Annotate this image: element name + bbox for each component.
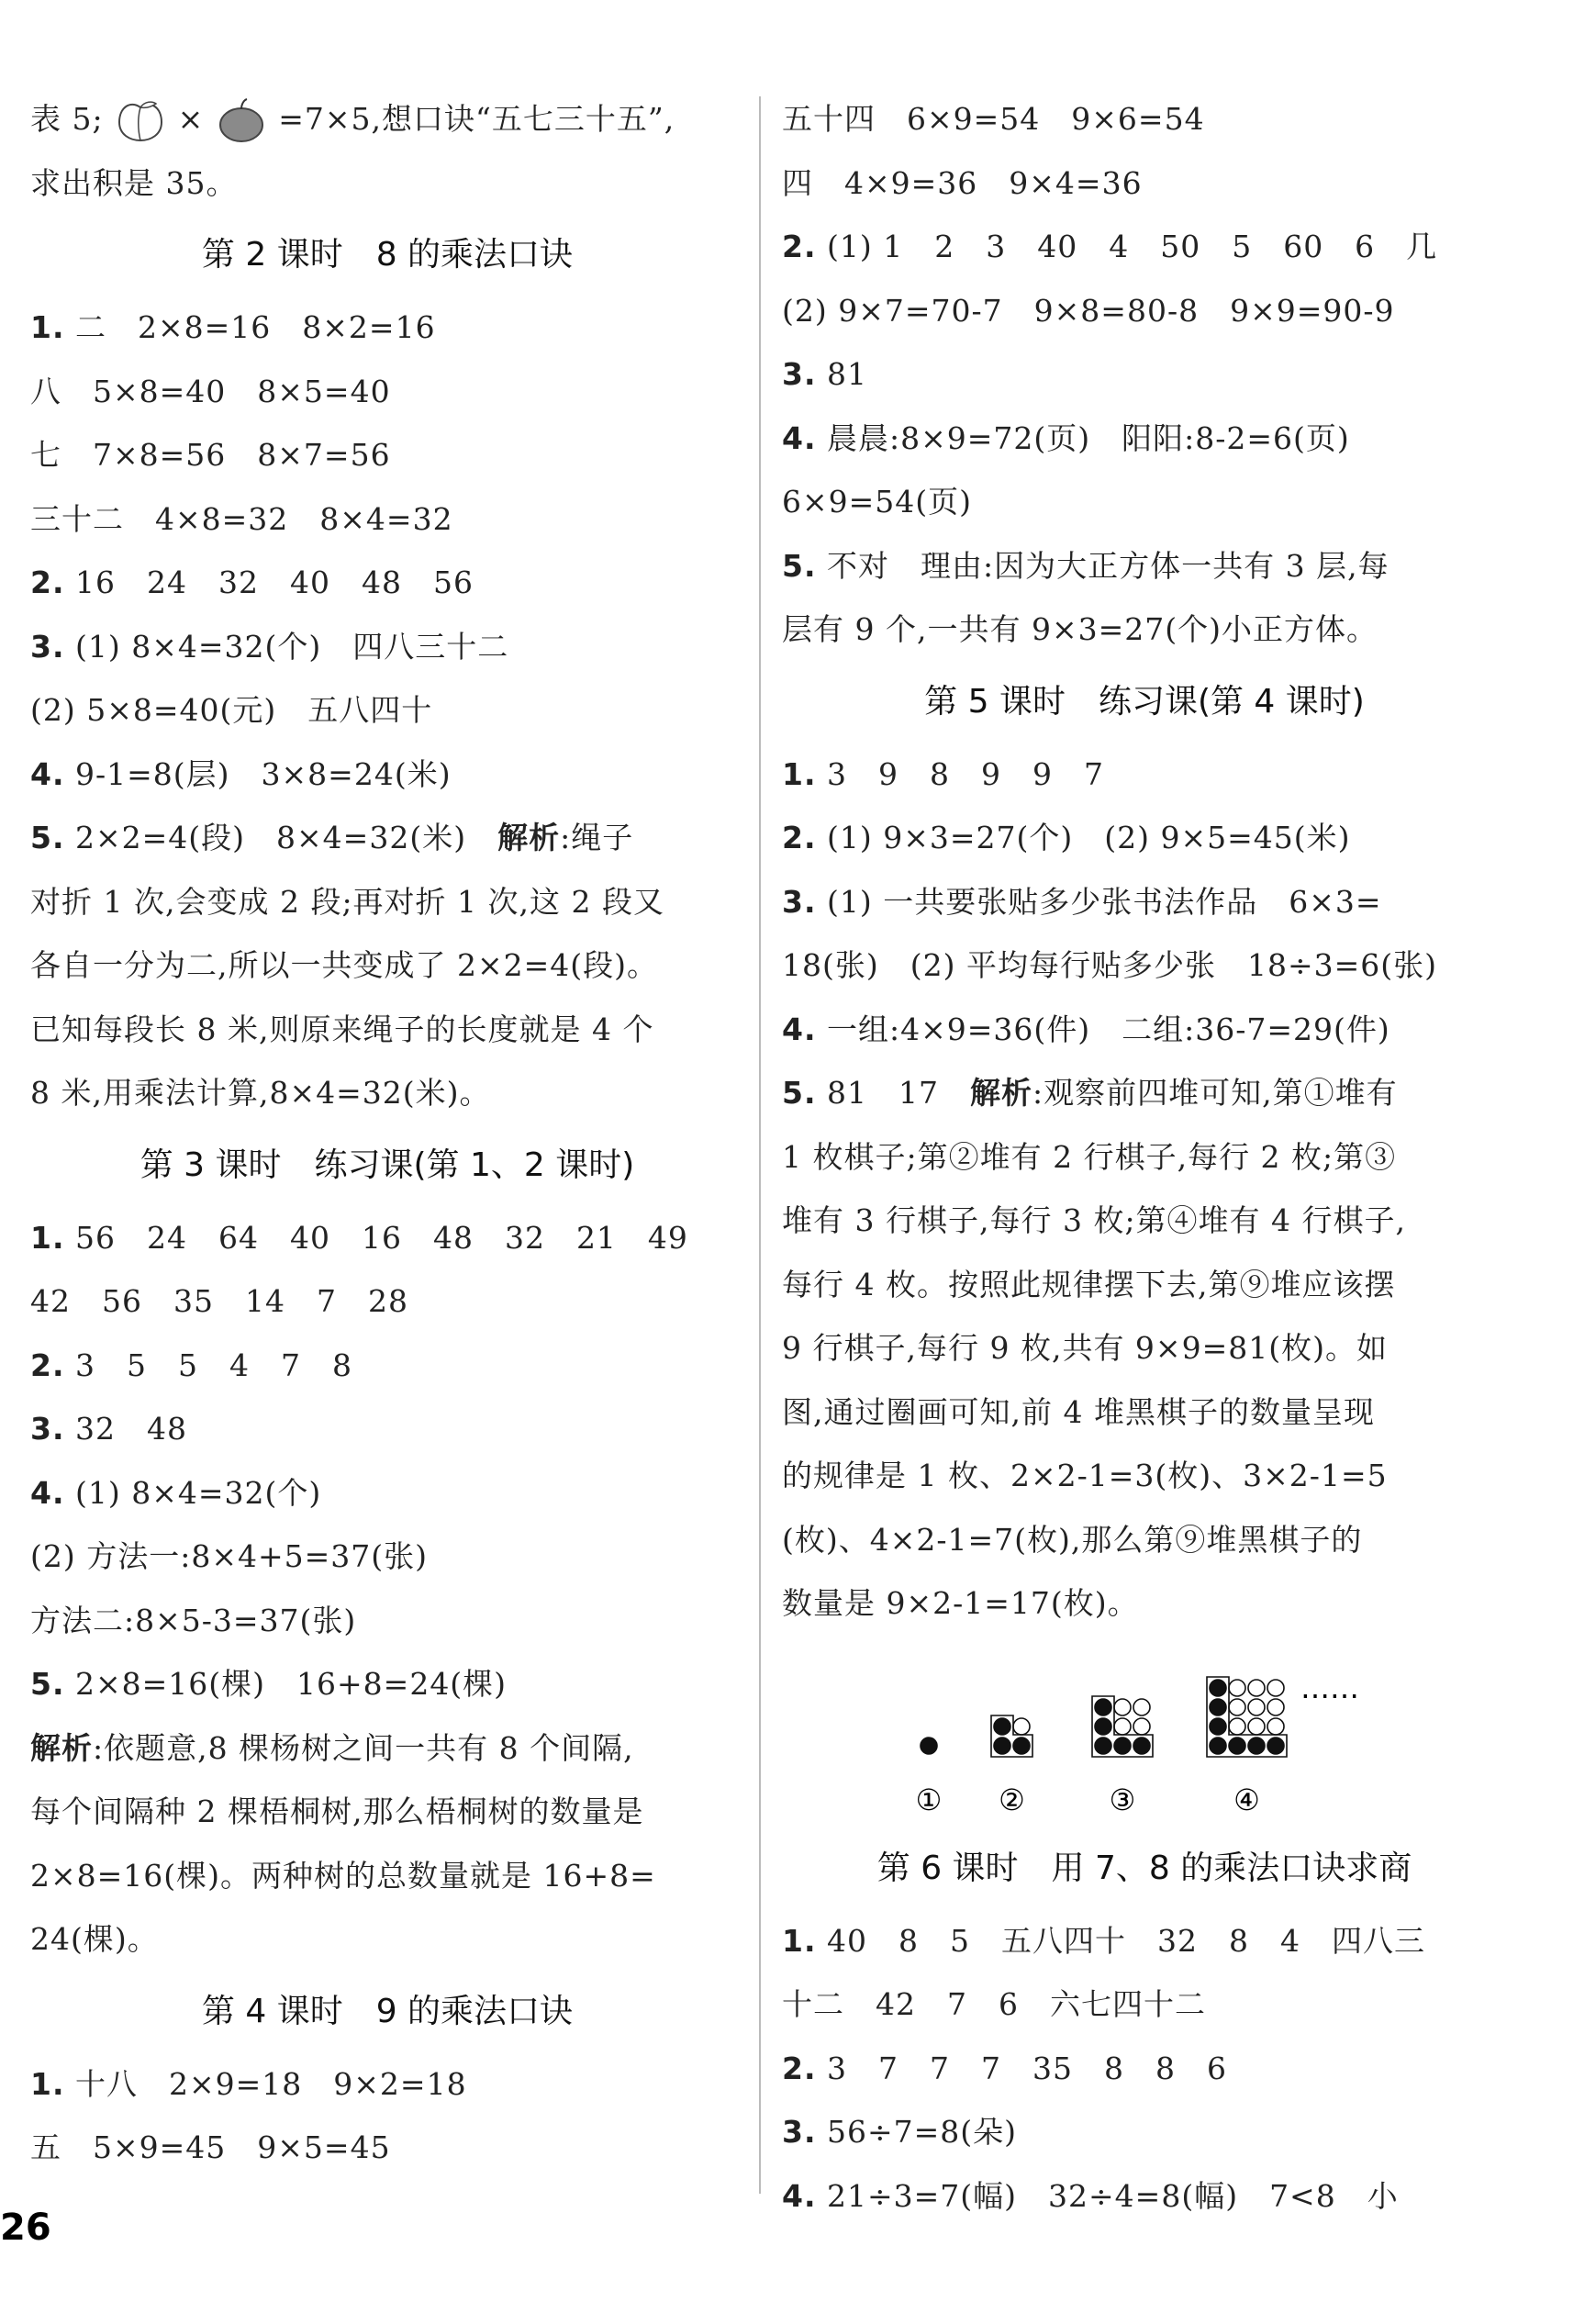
section-heading-lesson-2: 第 2 课时 8 的乘法口诀	[201, 236, 574, 274]
question-number: 2.	[30, 564, 65, 600]
black-stone	[1095, 1718, 1111, 1735]
analysis-label: 解析	[30, 1729, 93, 1766]
answer-line	[30, 2052, 744, 2117]
answer-text: 32 48	[75, 1411, 187, 1447]
answer-text: 21÷3=7(幅) 32÷4=8(幅) 7<8 小	[827, 2177, 1399, 2214]
black-stone	[1210, 1699, 1226, 1715]
answer-text: 二 2×8=16 8×2=16	[75, 309, 436, 345]
question-number: 2.	[782, 820, 817, 855]
answer-text: 晨晨:8×9=72(页) 阳阳:8-2=6(页)	[827, 419, 1350, 456]
black-stone	[994, 1718, 1010, 1735]
white-stone	[1133, 1699, 1150, 1715]
answer-line	[30, 2116, 744, 2180]
answer-text: 3 9 8 9 9 7	[827, 755, 1104, 792]
white-stone	[1114, 1718, 1131, 1735]
column-divider	[759, 96, 761, 2194]
intro-text-a: 表 5;	[30, 101, 104, 137]
answer-text: 16 24 32 40 48 56	[75, 564, 474, 600]
white-stone	[1267, 1699, 1284, 1715]
answer-text: 十八 2×9=18 9×2=18	[75, 2065, 467, 2102]
pile-label: ③	[1109, 1782, 1136, 1817]
answer-text: 四 4×9=36 9×4=36	[782, 164, 1143, 201]
answer-line	[30, 678, 744, 743]
chess-pile-diagram	[892, 1645, 1406, 1828]
answer-text: (1) 1 2 3 40 4 50 5 60 6 几	[827, 229, 1438, 264]
lesson-5-answers	[782, 743, 1507, 1062]
white-stone	[1267, 1718, 1284, 1735]
answer-line	[782, 87, 1507, 151]
answer-line	[782, 2037, 1507, 2101]
question-number: 4.	[782, 2177, 817, 2214]
answer-line	[30, 615, 744, 679]
question-number: 3.	[30, 628, 65, 665]
answer-text: (2) 方法一:8×4+5=37(张)	[30, 1538, 429, 1574]
question-number: 4.	[782, 419, 817, 456]
question-number: 5.	[782, 1075, 817, 1111]
left-column	[30, 87, 744, 2180]
analysis-label: 解析	[497, 820, 561, 855]
lesson-4-answers	[30, 2052, 744, 2180]
answer-line	[782, 279, 1507, 343]
answer-line	[782, 933, 1507, 998]
pile-label: ④	[1233, 1782, 1260, 1817]
answer-text: 不对 理由:因为大正方体一共有 3 层,每	[827, 547, 1390, 584]
question-number: 3.	[782, 2114, 817, 2150]
white-stone	[1248, 1699, 1265, 1715]
intro-text-b: =7×5,想口诀“五七三十五”,	[278, 101, 675, 137]
question-number: 3.	[782, 356, 817, 392]
answer-text: 40 8 5 五八四十 32 8 4 四八三	[827, 1922, 1425, 1959]
answer-line: (枚)、4×2-1=7(枚),那么第⑨堆黑棋子的	[782, 1521, 1363, 1558]
answer-text: 56÷7=8(朵)	[827, 2114, 1018, 2150]
black-stone	[1210, 1680, 1226, 1696]
answer-text: 3 7 7 7 35 8 8 6	[827, 2050, 1227, 2086]
answer-text: (1) 8×4=32(个) 四八三十二	[75, 628, 509, 665]
answer-line	[782, 1972, 1507, 2037]
answer-line: 图,通过圈画可知,前 4 堆黑棋子的数量呈现	[782, 1393, 1375, 1430]
answer-line	[30, 743, 744, 807]
question-number: 4.	[30, 1474, 65, 1511]
answer-line	[30, 423, 744, 487]
answer-line	[782, 870, 1507, 934]
black-stone	[994, 1738, 1010, 1754]
black-stone	[1133, 1738, 1150, 1754]
black-stone	[1013, 1738, 1030, 1754]
question-number: 1.	[30, 1219, 65, 1256]
answer-line	[30, 1589, 744, 1653]
answer-line	[30, 806, 744, 870]
section-heading-lesson-3: 第 3 课时 练习课(第 1、2 课时)	[140, 1145, 635, 1184]
answer-text: (2) 9×7=70-7 9×8=80-8 9×9=90-9	[782, 292, 1395, 329]
white-stone	[1229, 1718, 1245, 1735]
answer-line	[30, 487, 744, 552]
question-number: 1.	[30, 309, 65, 345]
question-number: 4.	[30, 755, 65, 792]
question-number: 1.	[782, 755, 817, 792]
answer-text: 81	[827, 356, 867, 392]
answer-line: 已知每段长 8 米,则原来绳子的长度就是 4 个	[30, 1011, 654, 1047]
pile-label: ②	[999, 1782, 1025, 1817]
answer-line	[30, 296, 744, 360]
answer-text: 9-1=8(层) 3×8=24(米)	[75, 755, 452, 792]
answer-text: 2×2=4(段) 8×4=32(米)	[75, 820, 498, 855]
answer-line	[782, 534, 1507, 598]
answer-line	[30, 360, 744, 424]
answer-text: (1) 一共要张贴多少张书法作品 6×3=	[827, 883, 1382, 920]
answer-text: :绳子	[560, 820, 634, 855]
answer-text: 18(张) (2) 平均每行贴多少张 18÷3=6(张)	[782, 947, 1438, 983]
black-stone	[1210, 1718, 1226, 1735]
answer-text: 3 5 5 4 7 8	[75, 1347, 352, 1383]
white-stone	[1229, 1680, 1245, 1696]
answer-text: 八 5×8=40 8×5=40	[30, 373, 391, 409]
answer-text: 五十四 6×9=54 9×6=54	[782, 101, 1205, 137]
answer-text: 6×9=54(页)	[782, 484, 973, 520]
answer-text: 五 5×9=45 9×5=45	[30, 2129, 391, 2165]
answer-text: 81 17	[827, 1075, 970, 1111]
answer-line	[30, 551, 744, 615]
section-heading-lesson-5: 第 5 课时 练习课(第 4 课时)	[924, 682, 1365, 721]
answer-text: 三十二 4×8=32 8×4=32	[30, 500, 453, 537]
question-number: 5.	[30, 1666, 65, 1702]
answer-line	[30, 1269, 744, 1334]
lesson-5-analysis	[782, 1125, 1507, 1636]
answer-line: 9 行棋子,每行 9 枚,共有 9×9=81(枚)。如	[782, 1330, 1388, 1366]
answer-text: 方法二:8×5-3=37(张)	[30, 1602, 357, 1638]
answer-line: 8 米,用乘法计算,8×4=32(米)。	[30, 1075, 491, 1111]
answer-text: 42 56 35 14 7 28	[30, 1283, 408, 1319]
white-stone	[1267, 1680, 1284, 1696]
question-number: 1.	[30, 2065, 65, 2102]
answer-line	[30, 1397, 744, 1461]
black-stone	[1229, 1738, 1245, 1754]
page-number: 26	[0, 2207, 51, 2249]
answer-text: 层有 9 个,一共有 9×3=27(个)小正方体。	[782, 611, 1378, 647]
black-stone	[1095, 1738, 1111, 1754]
white-stone	[1133, 1718, 1150, 1735]
white-stone	[1013, 1718, 1030, 1735]
answer-line: 对折 1 次,会变成 2 段;再对折 1 次,这 2 段又	[30, 883, 664, 920]
answer-line	[30, 1525, 744, 1589]
answer-line	[782, 1061, 1507, 1125]
answer-text: 一组:4×9=36(件) 二组:36-7=29(件)	[827, 1011, 1390, 1047]
intro-line-2: 求出积是 35。	[30, 164, 238, 201]
answer-line	[30, 1461, 744, 1525]
analysis-label: 解析	[969, 1075, 1032, 1111]
lesson-4-answers-continued	[782, 87, 1507, 662]
question-number: 5.	[30, 820, 65, 855]
answer-text: 2×8=16(棵) 16+8=24(棵)	[75, 1666, 508, 1702]
white-stone	[1114, 1699, 1131, 1715]
answer-line	[782, 2164, 1507, 2229]
ellipsis: ……	[1300, 1670, 1359, 1705]
section-heading-lesson-4: 第 4 课时 9 的乘法口诀	[201, 1992, 574, 2030]
pile-label: ①	[915, 1782, 943, 1817]
answer-line: 24(棵)。	[30, 1921, 159, 1957]
question-number: 2.	[30, 1347, 65, 1383]
answer-text: (1) 9×3=27(个) (2) 9×5=45(米)	[827, 820, 1351, 855]
white-stone	[1248, 1680, 1265, 1696]
answer-line	[782, 151, 1507, 216]
answer-line	[782, 998, 1507, 1062]
chess-pile-figure	[782, 1636, 1507, 1828]
lesson-6-answers	[782, 1909, 1507, 2229]
answer-line	[30, 1652, 744, 1716]
answer-line: 数量是 9×2-1=17(枚)。	[782, 1585, 1139, 1621]
answer-line: 每行 4 枚。按照此规律摆下去,第⑨堆应该摆	[782, 1266, 1396, 1302]
question-number: 2.	[782, 229, 817, 264]
answer-line: 每个间隔种 2 棵梧桐树,那么梧桐树的数量是	[30, 1794, 644, 1829]
question-number: 4.	[782, 1011, 817, 1047]
answer-line: 的规律是 1 枚、2×2-1=3(枚)、3×2-1=5	[782, 1458, 1388, 1493]
answer-line	[782, 470, 1507, 534]
black-stone	[1095, 1699, 1111, 1715]
apple-icon	[215, 98, 268, 144]
black-stone	[921, 1738, 937, 1754]
answer-line: 各自一分为二,所以一共变成了 2×2=4(段)。	[30, 947, 659, 983]
answer-line	[782, 598, 1507, 662]
answer-line	[782, 743, 1507, 807]
answer-text: (1) 8×4=32(个)	[75, 1474, 322, 1511]
lesson-3-answers	[30, 1206, 744, 1716]
question-number: 5.	[782, 547, 817, 584]
answer-line	[782, 342, 1507, 407]
answer-line	[30, 1206, 744, 1270]
right-column	[782, 87, 1507, 2228]
answer-line: 2×8=16(棵)。两种树的总数量就是 16+8=	[30, 1857, 656, 1894]
answer-text: (2) 5×8=40(元) 五八四十	[30, 692, 433, 728]
question-number: 2.	[782, 2050, 817, 2086]
black-stone	[1210, 1738, 1226, 1754]
question-number: 1.	[782, 1922, 817, 1959]
answer-line: 堆有 3 行棋子,每行 3 枚;第④堆有 4 行棋子,	[782, 1202, 1407, 1238]
answer-line	[30, 1716, 744, 1781]
white-stone	[1229, 1699, 1245, 1715]
times-sign: ×	[177, 101, 205, 137]
answer-text: :依题意,8 棵杨树之间一共有 8 个间隔,	[93, 1729, 634, 1766]
section-heading-lesson-6: 第 6 课时 用 7、8 的乘法口诀求商	[876, 1849, 1412, 1887]
answer-text: 七 7×8=56 8×7=56	[30, 437, 391, 473]
answer-line	[782, 806, 1507, 870]
answer-line	[782, 407, 1507, 471]
intro-line-1	[30, 87, 744, 151]
answer-line	[782, 215, 1507, 279]
black-stone	[1114, 1738, 1131, 1754]
lesson-2-answers	[30, 296, 744, 806]
answer-text: :观察前四堆可知,第①堆有	[1032, 1075, 1398, 1111]
answer-text: 十二 42 7 6 六七四十二	[782, 1986, 1206, 2022]
answer-line	[782, 2100, 1507, 2164]
white-stone	[1248, 1718, 1265, 1735]
black-stone	[1248, 1738, 1265, 1754]
peach-icon	[114, 98, 167, 144]
answer-line	[30, 1334, 744, 1398]
black-stone	[1267, 1738, 1284, 1754]
answer-text: 56 24 64 40 16 48 32 21 49	[75, 1219, 688, 1256]
answer-line: 1 枚棋子;第②堆有 2 行棋子,每行 2 枚;第③	[782, 1138, 1397, 1175]
lesson-3-analysis	[30, 1780, 744, 1972]
question-number: 3.	[782, 883, 817, 920]
lesson-2-analysis	[30, 870, 744, 1125]
question-number: 3.	[30, 1411, 65, 1447]
answer-line	[782, 1909, 1507, 1973]
